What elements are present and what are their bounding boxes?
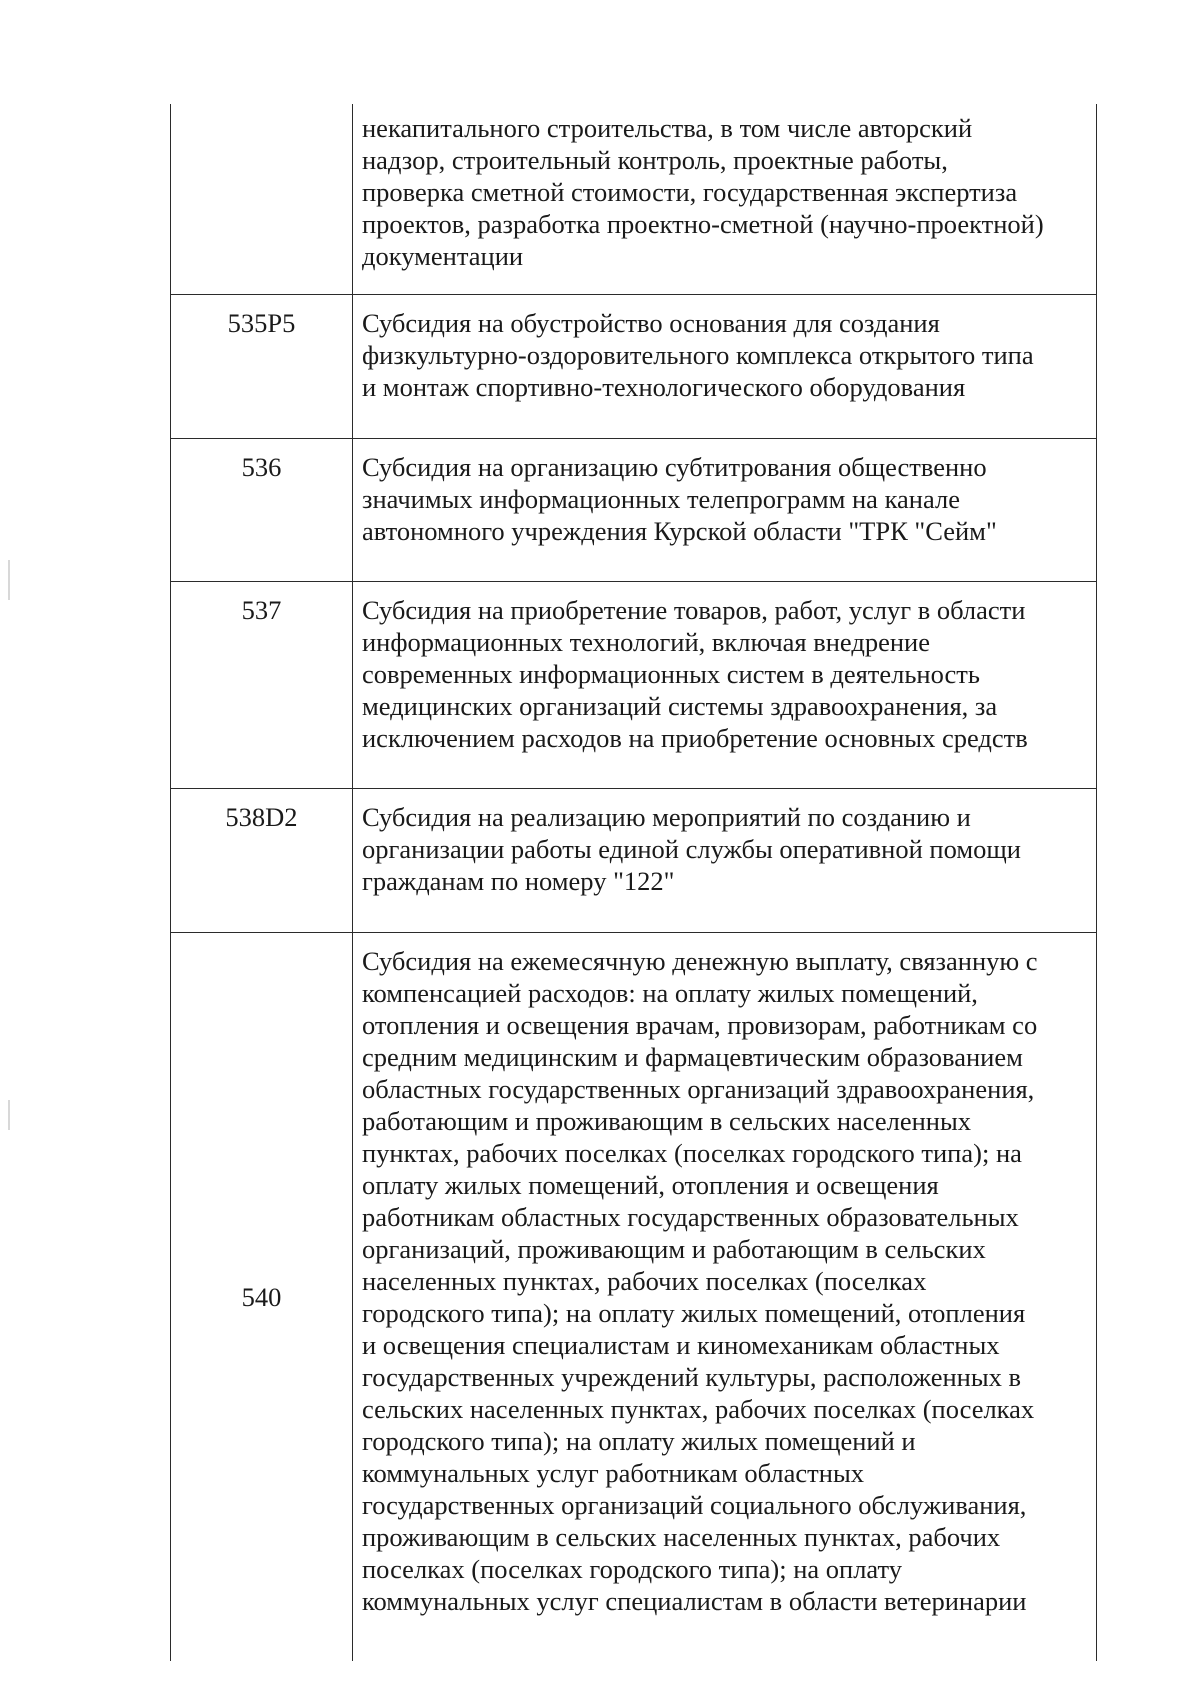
description-cell: Субсидия на приобретение товаров, работ, услуг в области информационных технологий, включая внедрение современных информационных систем в деятельность медицинских организаций системы здравоохранения, за исключением расходов на приобретение основных средств xyxy=(353,582,1097,789)
description-cell: Субсидия на реализацию мероприятий по созданию и организации работы единой службы оперативной помощи гражданам по номеру "122" xyxy=(353,789,1097,933)
table-row xyxy=(171,789,1097,933)
budget-codes-table xyxy=(170,104,1097,1661)
table-row xyxy=(171,439,1097,582)
table-row xyxy=(171,104,1097,295)
table-row xyxy=(171,582,1097,789)
table-row xyxy=(171,933,1097,1662)
description-cell: Субсидия на организацию субтитрования общественно значимых информационных телепрограмм на канале автономного учреждения Курской области "ТРК "Сейм" xyxy=(353,439,1097,582)
code-cell xyxy=(171,104,353,295)
code-cell: 538D2 xyxy=(171,789,353,933)
description-cell: Субсидия на ежемесячную денежную выплату, связанную с компенсацией расходов: на оплату жилых помещений, отопления и освещения врачам, провизорам, работникам со средним медицинским и фармацевтическим образованием областных государственных организаций здравоохранения, работающим и проживающим в сельских населенных пунктах, рабочих поселках (поселках городского типа); на оплату жилых помещений, отопления и освещения работникам областных государственных образовательных организаций, проживающим и работающим в сельских населенных пунктах, рабочих поселках (поселках городского типа); на оплату жилых помещений, отопления и освещения специалистам и киномеханикам областных государственных учреждений культуры, расположенных в сельских населенных пунктах, рабочих поселках (поселках городского типа); на оплату жилых помещений и коммунальных услуг работникам областных государственных организаций социального обслуживания, проживающим в сельских населенных пунктах, рабочих поселках (поселках городского типа); на оплату коммунальных услуг специалистам в области ветеринарии xyxy=(353,933,1097,1662)
code-cell: 536 xyxy=(171,439,353,582)
code-cell: 537 xyxy=(171,582,353,789)
scan-artifact xyxy=(8,560,10,600)
scan-artifact xyxy=(8,1100,10,1130)
code-cell: 535P5 xyxy=(171,295,353,439)
code-cell: 540 xyxy=(171,933,353,1662)
table-row xyxy=(171,295,1097,439)
description-cell: некапитального строительства, в том числе авторский надзор, строительный контроль, проектные работы, проверка сметной стоимости, государственная экспертиза проектов, разработка проектно-сметной (научно-проектной) документации xyxy=(353,104,1097,295)
description-cell: Субсидия на обустройство основания для создания физкультурно-оздоровительного комплекса открытого типа и монтаж спортивно-технологического оборудования xyxy=(353,295,1097,439)
